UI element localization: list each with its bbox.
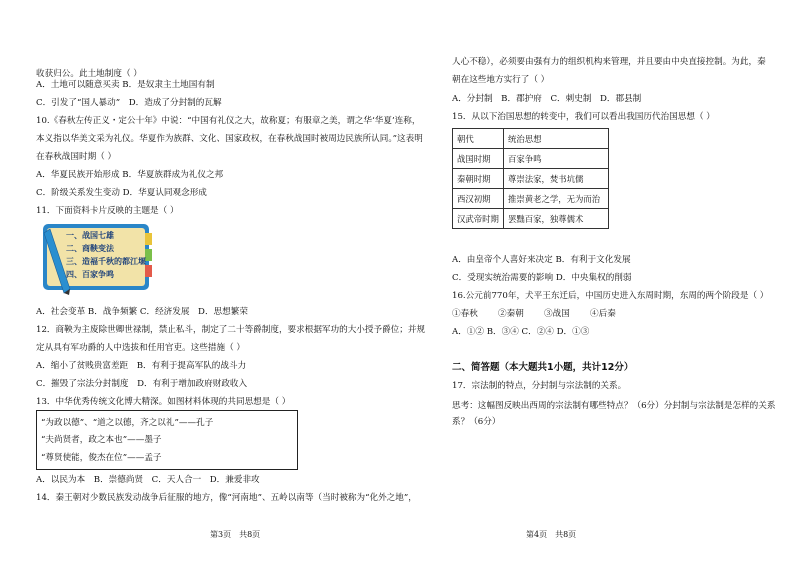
period-1: ①春秋 — [452, 309, 478, 319]
period-4: ④后秦 — [590, 309, 616, 319]
table-row — [453, 189, 609, 209]
q17-think-1: 思考：这幅图反映出西周的宗法制有哪些特点？（6分）分封制与宗法制是怎样的关系 — [452, 401, 776, 411]
q13-stem: 13．中华优秀传统文化博大精深。如图材料体现的共同思想是（ ） — [36, 397, 291, 407]
page-3 — [36, 0, 426, 561]
quote-box — [36, 410, 298, 470]
section-title-short-answer: 二、简答题（本大题共1小题，共计12分） — [452, 362, 634, 373]
table-cell: 秦朝时期 — [453, 169, 504, 189]
q10-stem-2: 本义指以华美文采为礼仪。华夏作为族群、文化、国家政权，在春秋战国时被周边民族所认同。”这表明 — [36, 134, 423, 144]
q14-options: A．分封制 B．郡护府 C．刺史制 D．郡县制 — [452, 94, 642, 104]
q9-options-cd: C．引发了“国人暴动” D．造成了分封制的瓦解 — [36, 98, 222, 108]
q12-stem-2: 定从具有军功爵的人中选拔和任用官吏。这些措施（ ） — [36, 343, 245, 353]
q12-stem-1: 12．商鞅为主废除世卿世禄制，禁止私斗，制定了二十等爵制度，要求根据军功的大小授予爵位；并规 — [36, 325, 426, 335]
table-header-dynasty: 朝代 — [453, 129, 504, 149]
q13-options: A．以民为本 B．崇德尚贤 C．天人合一 D．兼爱非攻 — [36, 475, 260, 485]
q11-stem: 11．下面资料卡片反映的主题是（ ） — [36, 206, 179, 216]
table-cell: 百家争鸣 — [504, 149, 609, 169]
q10-options-cd: C．阶级关系发生变动 D．华夏认同观念形成 — [36, 188, 207, 198]
page-footer-3: 第3页 共8页 — [210, 530, 261, 539]
q9-tail: 收获归公。此土地制度（ ） — [36, 69, 142, 79]
quote-mencius: “尊贤使能，俊杰在位”——孟子 — [41, 453, 162, 463]
table-row — [453, 149, 609, 169]
governance-table — [452, 128, 609, 229]
q14-stem-cont-2: 朝在这些地方实行了（ ） — [452, 75, 550, 85]
period-2: ②秦朝 — [498, 309, 524, 319]
q9-options-ab: A．土地可以随意买卖 B．是奴隶主土地国有制 — [36, 80, 215, 90]
q15-options-cd: C．受现实统治需要的影响 D．中央集权的削弱 — [452, 273, 632, 283]
table-cell: 汉武帝时期 — [453, 209, 504, 229]
card-item-2: 二、商鞅变法 — [66, 244, 114, 253]
page-footer-4: 第4页 共8页 — [526, 530, 577, 539]
page-4 — [452, 0, 776, 561]
q10-stem-1: 10.《春秋左传正义・定公十年》中说：“中国有礼仪之大，故称夏；有服章之美，谓之华‘华夏’连称， — [36, 116, 421, 126]
table-cell: 罢黜百家，独尊儒术 — [504, 209, 609, 229]
table-cell: 西汉初期 — [453, 189, 504, 209]
table-row — [453, 209, 609, 229]
q12-options-ab: A．缩小了贫贱贵富差距 B．有利于提高军队的战斗力 — [36, 361, 247, 371]
quote-confucius: “为政以德”、“道之以德，齐之以礼”——孔子 — [41, 418, 214, 428]
q17-stem: 17．宗法制的特点，分封制与宗法制的关系。 — [452, 381, 627, 391]
table-cell: 推崇黄老之学，无为而治 — [504, 189, 609, 209]
q16-options: A．①② B．③④ C．②④ D．①③ — [452, 327, 590, 337]
quote-mozi: “夫尚贤者，政之本也”——墨子 — [41, 435, 162, 445]
q15-options-ab: A．由皇帝个人喜好来决定 B．有利于文化发展 — [452, 255, 631, 265]
q15-stem: 15．从以下治国思想的转变中，我们可以看出我国历代治国思想（ ） — [452, 112, 715, 122]
period-3: ③战国 — [544, 309, 570, 319]
q10-options-ab: A．华夏民族开始形成 B．华夏族群成为礼仪之邦 — [36, 170, 224, 180]
resource-card-image — [40, 219, 158, 295]
table-cell: 战国时期 — [453, 149, 504, 169]
q11-options: A．社会变革 B．战争频繁 C．经济发展 D．思想繁荣 — [36, 307, 248, 317]
table-cell: 尊崇法家，焚书坑儒 — [504, 169, 609, 189]
q17-think-2: 系？（6分） — [452, 417, 501, 427]
card-item-3: 三、造福千秋的都江堰 — [66, 257, 146, 266]
card-item-4: 四、百家争鸣 — [66, 270, 114, 279]
card-item-1: 一、战国七雄 — [66, 231, 114, 240]
q16-stem: 16.公元前770年，犬平王东迁后，中国历史进入东周时期，东周的两个阶段是（ ） — [452, 291, 769, 301]
q10-stem-3: 在春秋战国时期（ ） — [36, 152, 117, 162]
table-header-thought: 统治思想 — [504, 129, 609, 149]
table-row — [453, 169, 609, 189]
q14-stem-cont-1: 人心不稳），必须要由强有力的组织机构来管理，并且要由中央直接控制。为此，秦 — [452, 57, 766, 67]
q12-options-cd: C．摧毁了宗法分封制度 D．有利于增加政府财政收入 — [36, 379, 248, 389]
table-header-row — [453, 129, 609, 149]
q14-stem: 14．秦王朝对少数民族发动战争后征服的地方，像“河南地”、五岭以南等（当时被称为“化外之地”， — [36, 493, 417, 503]
